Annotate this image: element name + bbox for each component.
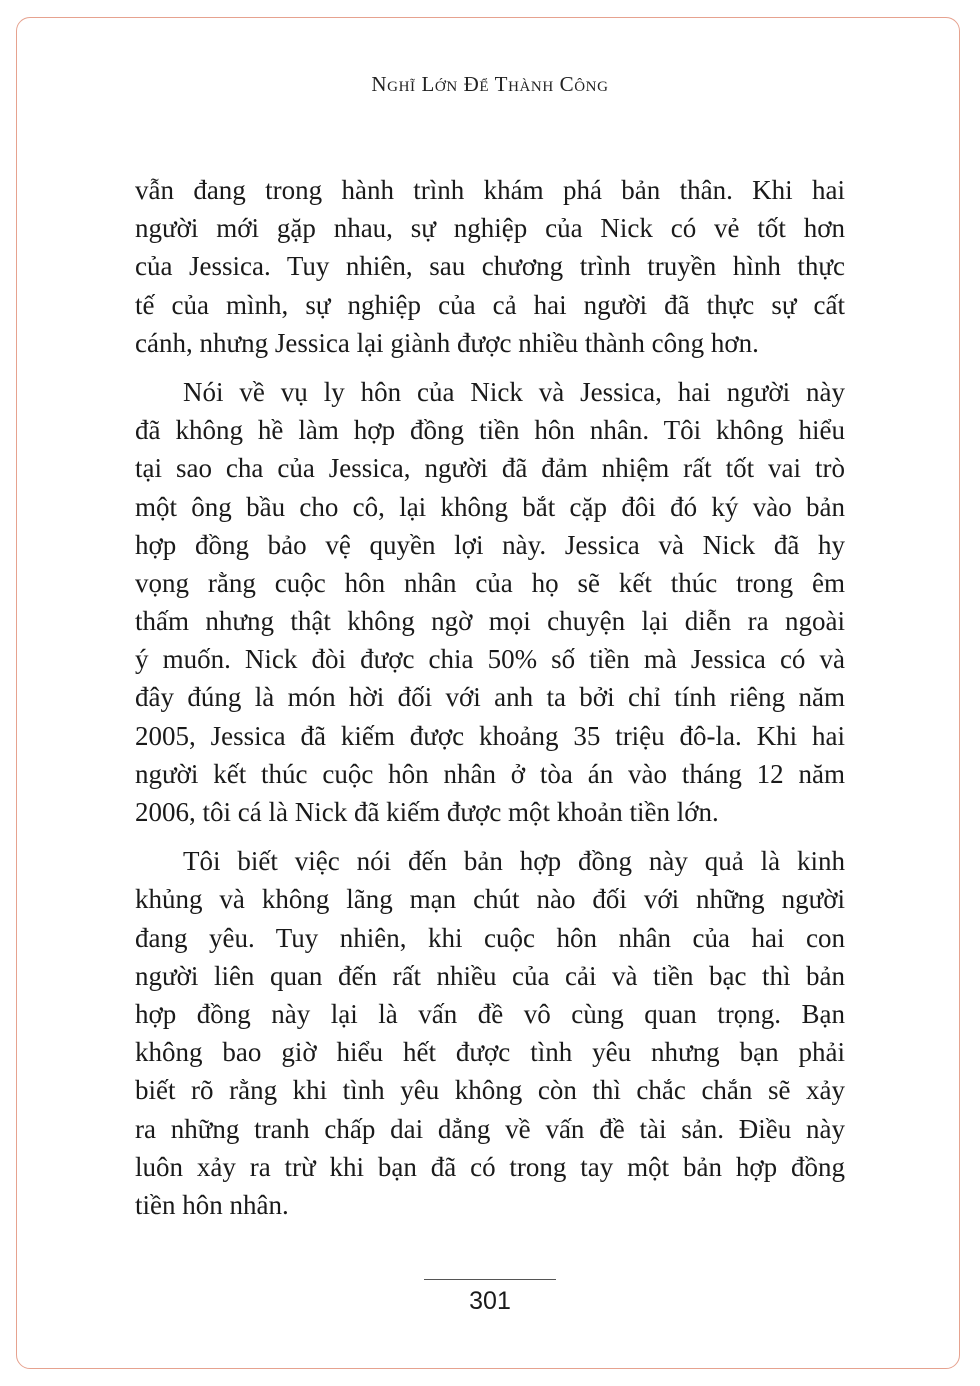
text-line: tiền hôn nhân. xyxy=(135,1189,289,1220)
text-line: khủng và không lãng mạn chút nào đối với những người xyxy=(135,884,845,915)
text-line: luôn xảy ra trừ khi bạn đã có trong tay một bản hợp đồng xyxy=(135,1151,845,1182)
text-line: 2006, tôi cá là Nick đã kiếm được một khoản tiền lớn. xyxy=(135,797,719,827)
text-line: Tôi biết việc nói đến bản hợp đồng này quả là kinh xyxy=(183,846,845,877)
running-header: Nghĩ Lớn Để Thành Công xyxy=(371,72,609,96)
text-line: đang yêu. Tuy nhiên, khi cuộc hôn nhân của hai con xyxy=(135,922,845,953)
text-line: hợp đồng bảo vệ quyền lợi này. Jessica và Nick đã hy xyxy=(135,529,845,560)
text-line: tại sao cha của Jessica, người đã đảm nhiệm rất tốt vai trò xyxy=(135,453,845,484)
text-line: một ông bầu cho cô, lại không bắt cặp đôi đó ký vào bản xyxy=(135,491,845,522)
text-line: người liên quan đến rất nhiều của cải và tiền bạc thì bản xyxy=(135,960,845,991)
text-line: vọng rằng cuộc hôn nhân của họ sẽ kết thúc trong êm xyxy=(135,567,845,598)
footer-rule xyxy=(424,1279,556,1280)
text-line: hợp đồng này lại là vấn đề vô cùng quan trọng. Bạn xyxy=(135,998,845,1029)
paragraph-2 xyxy=(135,373,845,831)
text-line: người mới gặp nhau, sự nghiệp của Nick có vẻ tốt hơn xyxy=(135,213,845,244)
text-line: ra những tranh chấp dai dẳng về vấn đề tài sản. Điều này xyxy=(135,1113,845,1144)
text-line: tế của mình, sự nghiệp của cả hai người đã thực sự cất xyxy=(135,289,845,320)
text-line: không bao giờ hiểu hết được tình yêu nhưng bạn phải xyxy=(135,1037,845,1068)
text-line: đây đúng là món hời đối với anh ta bởi chỉ tính riêng năm xyxy=(135,682,845,713)
text-line: Nói về vụ ly hôn của Nick và Jessica, hai người này xyxy=(183,376,845,407)
paragraph-3 xyxy=(135,842,845,1224)
text-line: đã không hề làm hợp đồng tiền hôn nhân. Tôi không hiểu xyxy=(135,415,845,446)
page-number: 301 xyxy=(469,1287,511,1315)
body-text xyxy=(135,171,845,1235)
text-line: ý muốn. Nick đòi được chia 50% số tiền mà Jessica có và xyxy=(135,644,845,675)
text-line: biết rõ rằng khi tình yêu không còn thì chắc chắn sẽ xảy xyxy=(135,1075,845,1106)
text-line: cánh, nhưng Jessica lại giành được nhiều thành công hơn. xyxy=(135,327,759,358)
text-line: thấm nhưng thật không ngờ mọi chuyện lại diễn ra ngoài xyxy=(135,606,845,637)
text-line: 2005, Jessica đã kiếm được khoảng 35 triệu đô-la. Khi hai xyxy=(135,720,845,751)
text-line: người kết thúc cuộc hôn nhân ở tòa án vào tháng 12 năm xyxy=(135,758,845,789)
text-line: vẫn đang trong hành trình khám phá bản thân. Khi hai xyxy=(135,175,845,205)
paragraph-1 xyxy=(135,171,845,362)
text-line: của Jessica. Tuy nhiên, sau chương trình truyền hình thực xyxy=(135,251,845,282)
